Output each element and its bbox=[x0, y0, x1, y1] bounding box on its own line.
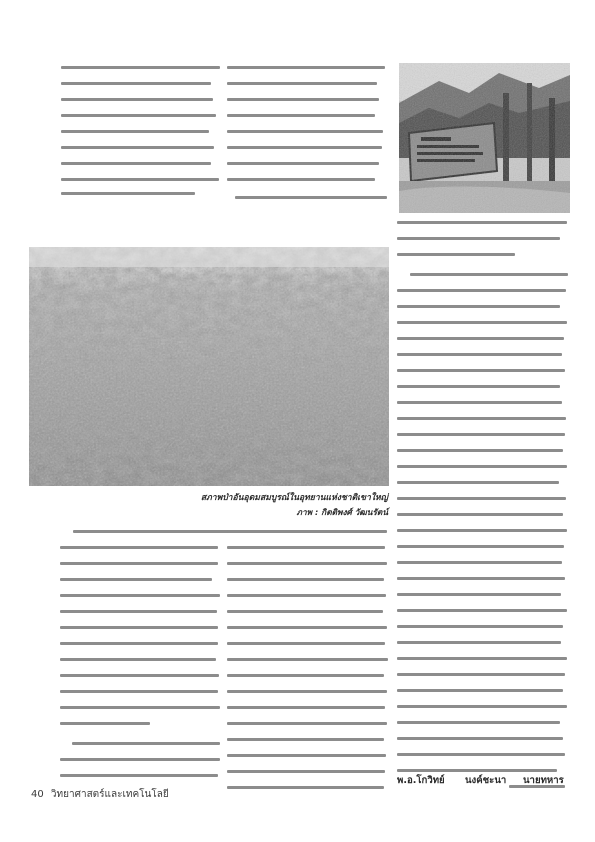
forest-photo bbox=[29, 247, 389, 486]
body-column-2-bottom bbox=[227, 527, 390, 802]
page-number: 40 bbox=[31, 789, 44, 800]
body-column-2-top bbox=[227, 64, 387, 199]
author-name: พ.อ.โกวิทย์ bbox=[397, 775, 445, 786]
photo-caption: สภาพป่าอันอุดมสมบูรณ์ในอุทยานแห่งชาติเขาใหญ่ bbox=[200, 493, 388, 503]
author-rank: นายทหาร bbox=[523, 775, 564, 786]
page-folio bbox=[31, 787, 169, 802]
author-surname: นงค์ชะนา bbox=[465, 775, 507, 786]
park-sign-image bbox=[399, 63, 570, 213]
park-sign-photo bbox=[399, 63, 570, 213]
magazine-title: วิทยาศาสตร์และเทคโนโลยี bbox=[50, 789, 169, 800]
body-column-3 bbox=[397, 218, 570, 798]
photo-credit: ภาพ : กิตติพงศ์ วัฒนรัตน์ bbox=[296, 507, 388, 517]
body-column-1-top bbox=[61, 64, 222, 194]
forest-canopy-image bbox=[29, 247, 389, 486]
body-column-1-bottom bbox=[60, 527, 222, 785]
